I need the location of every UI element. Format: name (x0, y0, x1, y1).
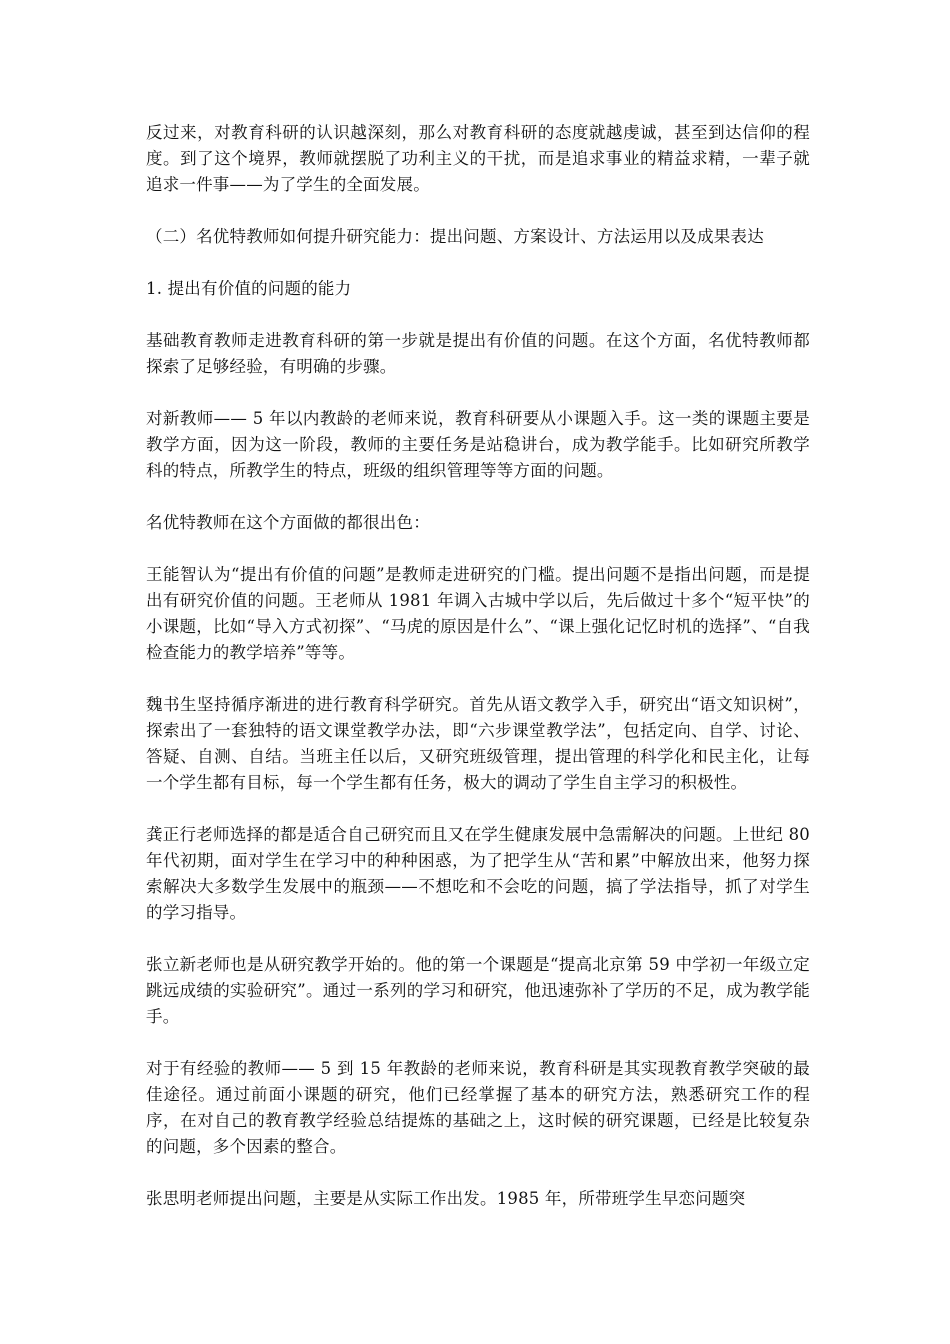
paragraph-wang-nengzhi: 王能智认为“提出有价值的问题”是教师走进研究的门槛。提出问题不是指出问题，而是提出有研究价值的问题。王老师从 1981 年调入古城中学以后，先后做过十多个“短平快”的小课题，比如“导入方式初探”、“马虎的原因是什么”、“课上强化记忆时机的选择”、“自我检查能力的教学培养”等等。 (146, 565, 810, 662)
paragraph-wei-shusheng: 魏书生坚持循序渐进的进行教育科学研究。首先从语文教学入手，研究出“语文知识树”，探索出了一套独特的语文课堂教学办法，即“六步课堂教学法”，包括定向、自学、讨论、答疑、自测、自结。当班主任以后，又研究班级管理，提出管理的科学化和民主化，让每一个学生都有目标，每一个学生都有任务，极大的调动了学生自主学习的积极性。 (146, 695, 810, 792)
subheading-raising-questions: 1. 提出有价值的问题的能力 (146, 279, 352, 298)
paragraph-excellent-teachers: 名优特教师在这个方面做的都很出色： (146, 513, 430, 532)
document-page (146, 120, 810, 1212)
paragraph-first-step: 基础教育教师走进教育科研的第一步就是提出有价值的问题。在这个方面，名优特教师都探索了足够经验，有明确的步骤。 (146, 331, 810, 376)
paragraph-research-attitude: 反过来，对教育科研的认识越深刻，那么对教育科研的态度就越虔诚，甚至到达信仰的程度。到了这个境界，教师就摆脱了功利主义的干扰，而是追求事业的精益求精，一辈子就追求一件事——为了学生的全面发展。 (146, 123, 810, 194)
paragraph-gong-zhengxing: 龚正行老师选择的都是适合自己研究而且又在学生健康发展中急需解决的问题。上世纪 80 年代初期，面对学生在学习中的种种困惑，为了把学生从“苦和累”中解放出来，他努力探索解决大多数学生发展中的瓶颈——不想吃和不会吃的问题，搞了学法指导，抓了对学生的学习指导。 (146, 825, 810, 922)
paragraph-experienced-teachers: 对于有经验的教师—— 5 到 15 年教龄的老师来说，教育科研是其实现教育教学突破的最佳途径。通过前面小课题的研究，他们已经掌握了基本的研究方法，熟悉研究工作的程序，在对自己的教育教学经验总结提炼的基础之上，这时候的研究课题，已经是比较复杂的问题，多个因素的整合。 (146, 1059, 810, 1156)
paragraph-zhang-lixin: 张立新老师也是从研究教学开始的。他的第一个课题是“提高北京第 59 中学初一年级立定跳远成绩的实验研究”。通过一系列的学习和研究，他迅速弥补了学历的不足，成为教学能手。 (146, 955, 810, 1026)
paragraph-new-teachers: 对新教师—— 5 年以内教龄的老师来说，教育科研要从小课题入手。这一类的课题主要是教学方面，因为这一阶段，教师的主要任务是站稳讲台，成为教学能手。比如研究所教学科的特点，所教学生的特点，班级的组织管理等等方面的问题。 (146, 409, 810, 480)
section-heading-research-ability: （二）名优特教师如何提升研究能力：提出问题、方案设计、方法运用以及成果表达 (146, 227, 764, 246)
paragraph-zhang-siming: 张思明老师提出问题，主要是从实际工作出发。1985 年，所带班学生早恋问题突 (146, 1189, 746, 1208)
